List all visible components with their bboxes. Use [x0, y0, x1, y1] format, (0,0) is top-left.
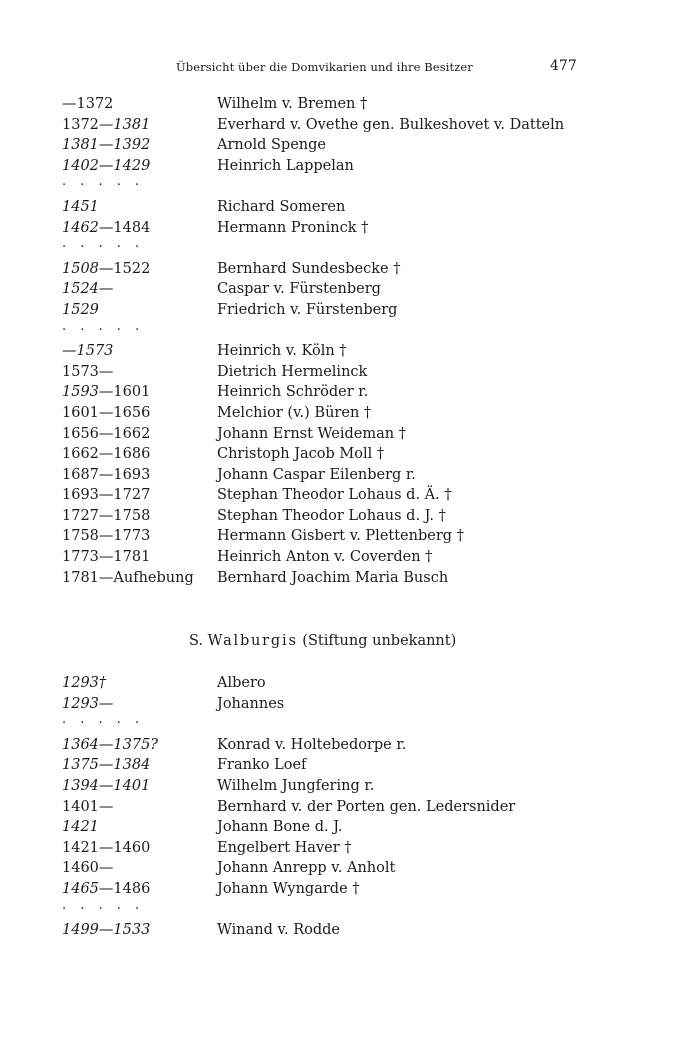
date-start: 1381—1392: [62, 137, 151, 154]
date-start: 1451: [62, 198, 99, 215]
table-row: [0, 117, 700, 138]
holder-name: Bernhard Joachim Maria Busch: [217, 569, 449, 586]
section-heading-walburgis: [189, 633, 456, 649]
date-range: [62, 881, 150, 897]
table-row: [0, 570, 700, 591]
heading-prefix: S.: [189, 633, 208, 649]
holder-name: Friedrich v. Fürstenberg: [217, 301, 398, 318]
holder-name: Engelbert Haver †: [217, 839, 352, 856]
holder-name: Johann Wyngarde †: [217, 880, 360, 897]
page-number: 477: [550, 58, 577, 74]
date-start: 1727—1758: [62, 507, 151, 524]
ellipsis-row: [0, 174, 700, 199]
holder-name: Heinrich Lappelan: [217, 157, 354, 174]
holder-name: Everhard v. Ovethe gen. Bulkeshovet v. Datteln: [217, 116, 565, 133]
date-range: [62, 281, 113, 297]
date-start: 1465—: [62, 880, 114, 897]
ellipsis-row: [0, 897, 700, 923]
holder-name: Hermann Gisbert v. Plettenberg †: [217, 528, 464, 545]
date-start: 1293†: [62, 675, 107, 691]
holder-name: Dietrich Hermelinck: [217, 363, 368, 380]
table-row: [0, 446, 700, 467]
table-row: [0, 426, 700, 447]
date-start: 1662—1686: [62, 446, 151, 463]
date-range: [62, 799, 113, 815]
holder-name: Wilhelm Jungfering r.: [217, 777, 375, 794]
holder-name: Stephan Theodor Lohaus d. J. †: [217, 507, 446, 524]
table-row: [0, 757, 700, 778]
table-row: [0, 675, 700, 696]
holder-name: Heinrich Anton v. Coverden †: [217, 549, 433, 566]
holder-name: Johann Bone d. J.: [217, 819, 343, 836]
holder-name: Konrad v. Holtebedorpe r.: [217, 736, 407, 753]
holder-name: Richard Someren: [217, 198, 346, 215]
date-range: [62, 737, 158, 753]
section-walburgis-list: [0, 675, 700, 943]
table-row: [0, 261, 700, 282]
date-start: 1460—: [62, 860, 114, 877]
date-start: 1499—1533: [62, 922, 151, 939]
table-row: [0, 840, 700, 861]
date-range: [62, 922, 150, 938]
holder-name: Heinrich v. Köln †: [217, 343, 347, 360]
date-start: 1593—: [62, 384, 114, 401]
date-start: —1372: [62, 96, 114, 112]
table-row: [0, 819, 700, 840]
table-row: [0, 96, 700, 117]
date-end: 1486: [113, 880, 151, 897]
date-start: 1687—1693: [62, 466, 151, 483]
table-row: [0, 508, 700, 529]
date-start: 1394—1401: [62, 777, 151, 794]
date-start: 1781—Aufhebung: [62, 569, 194, 586]
page-header: [0, 60, 700, 80]
ellipsis-row: [0, 236, 700, 261]
date-range: [62, 467, 150, 483]
date-start: 1758—1773: [62, 528, 151, 545]
date-range: [62, 549, 150, 565]
date-range: [62, 757, 150, 773]
holder-name: Stephan Theodor Lohaus d. Ä. †: [217, 487, 452, 504]
date-end: 1381: [113, 116, 151, 133]
date-start: 1773—1781: [62, 549, 151, 566]
date-start: 1421: [62, 819, 99, 836]
table-row: [0, 364, 700, 385]
holder-name: Caspar v. Fürstenberg: [217, 281, 381, 298]
table-row: [0, 137, 700, 158]
table-row: [0, 281, 700, 302]
date-end: 1522: [113, 260, 151, 277]
date-range: [62, 696, 113, 712]
table-row: [0, 405, 700, 426]
date-start: 1656—1662: [62, 425, 151, 442]
date-range: [62, 778, 150, 794]
ellipsis-row: [0, 318, 700, 344]
table-row: [0, 737, 700, 758]
ellipsis-dots: . . . . .: [62, 318, 145, 334]
date-range: [62, 860, 113, 876]
date-range: [62, 570, 194, 586]
table-row: [0, 199, 700, 220]
ellipsis-dots: . . . . .: [62, 712, 145, 728]
table-row: [0, 528, 700, 549]
holder-name: Johann Ernst Weideman †: [217, 425, 406, 442]
ellipsis-dots: . . . . .: [62, 236, 145, 252]
date-range: [62, 364, 113, 380]
date-range: [62, 426, 150, 442]
table-row: [0, 384, 700, 405]
holder-name: Johann Anrepp v. Anholt: [217, 860, 396, 877]
holder-name: Johannes: [217, 695, 285, 712]
date-start: 1402—1429: [62, 157, 151, 174]
section-domvikarie-list: [0, 96, 700, 590]
holder-name: Bernhard v. der Porten gen. Ledersnider: [217, 798, 516, 815]
date-end: 1484: [113, 219, 151, 236]
holder-name: Johann Caspar Eilenberg r.: [217, 466, 416, 483]
date-start: 1524—: [62, 281, 114, 298]
date-range: [62, 819, 99, 835]
holder-name: Melchior (v.) Büren †: [217, 404, 372, 421]
table-row: [0, 343, 700, 364]
date-start: 1529: [62, 301, 99, 318]
date-range: [62, 528, 150, 544]
table-row: [0, 487, 700, 508]
date-start: 1573—: [62, 363, 114, 380]
ellipsis-dots: . . . . .: [62, 897, 145, 913]
date-start: 1421—1460: [62, 839, 151, 856]
date-range: [62, 487, 150, 503]
holder-name: Franko Loef: [217, 757, 307, 774]
date-range: [62, 840, 150, 856]
table-row: [0, 778, 700, 799]
holder-name: Christoph Jacob Moll †: [217, 446, 385, 463]
holder-name: Heinrich Schröder r.: [217, 384, 369, 401]
holder-name: Winand v. Rodde: [217, 922, 340, 939]
holder-name: Bernhard Sundesbecke †: [217, 260, 401, 277]
date-start: 1401—: [62, 798, 114, 815]
table-row: [0, 799, 700, 820]
ellipsis-dots: . . . . .: [62, 174, 145, 190]
heading-suffix: (Stiftung unbekannt): [297, 633, 457, 649]
date-range: [62, 343, 113, 359]
date-range: [62, 405, 150, 421]
heading-saint-name: Walburgis: [207, 633, 298, 649]
table-row: [0, 922, 700, 943]
date-range: [62, 302, 99, 318]
date-range: [62, 446, 150, 462]
date-range: [62, 117, 150, 133]
holder-name: Wilhelm v. Bremen †: [217, 96, 368, 112]
date-start: 1293—: [62, 695, 114, 712]
date-end: 1601: [113, 384, 151, 401]
date-start: 1375—1384: [62, 757, 151, 774]
table-row: [0, 860, 700, 881]
date-range: [62, 220, 150, 236]
running-title: Übersicht über die Domvikarien und ihre Besitzer: [176, 60, 473, 74]
date-start: 1364—1375?: [62, 736, 159, 753]
date-range: [62, 137, 150, 153]
date-range: [62, 199, 99, 215]
date-range: [62, 96, 113, 112]
date-start: 1693—1727: [62, 487, 151, 504]
ellipsis-row: [0, 712, 700, 737]
date-range: [62, 384, 150, 400]
holder-name: Hermann Proninck †: [217, 219, 369, 236]
date-start: 1462—: [62, 219, 114, 236]
holder-name: Arnold Spenge: [217, 137, 326, 154]
date-start: 1508—: [62, 260, 114, 277]
date-start: —1573: [62, 343, 114, 360]
date-range: [62, 261, 150, 277]
date-range: [62, 158, 150, 174]
date-range: [62, 675, 106, 691]
table-row: [0, 549, 700, 570]
date-start: 1601—1656: [62, 404, 151, 421]
date-range: [62, 508, 150, 524]
date-start: 1372—: [62, 116, 114, 133]
table-row: [0, 467, 700, 488]
holder-name: Albero: [217, 675, 266, 691]
